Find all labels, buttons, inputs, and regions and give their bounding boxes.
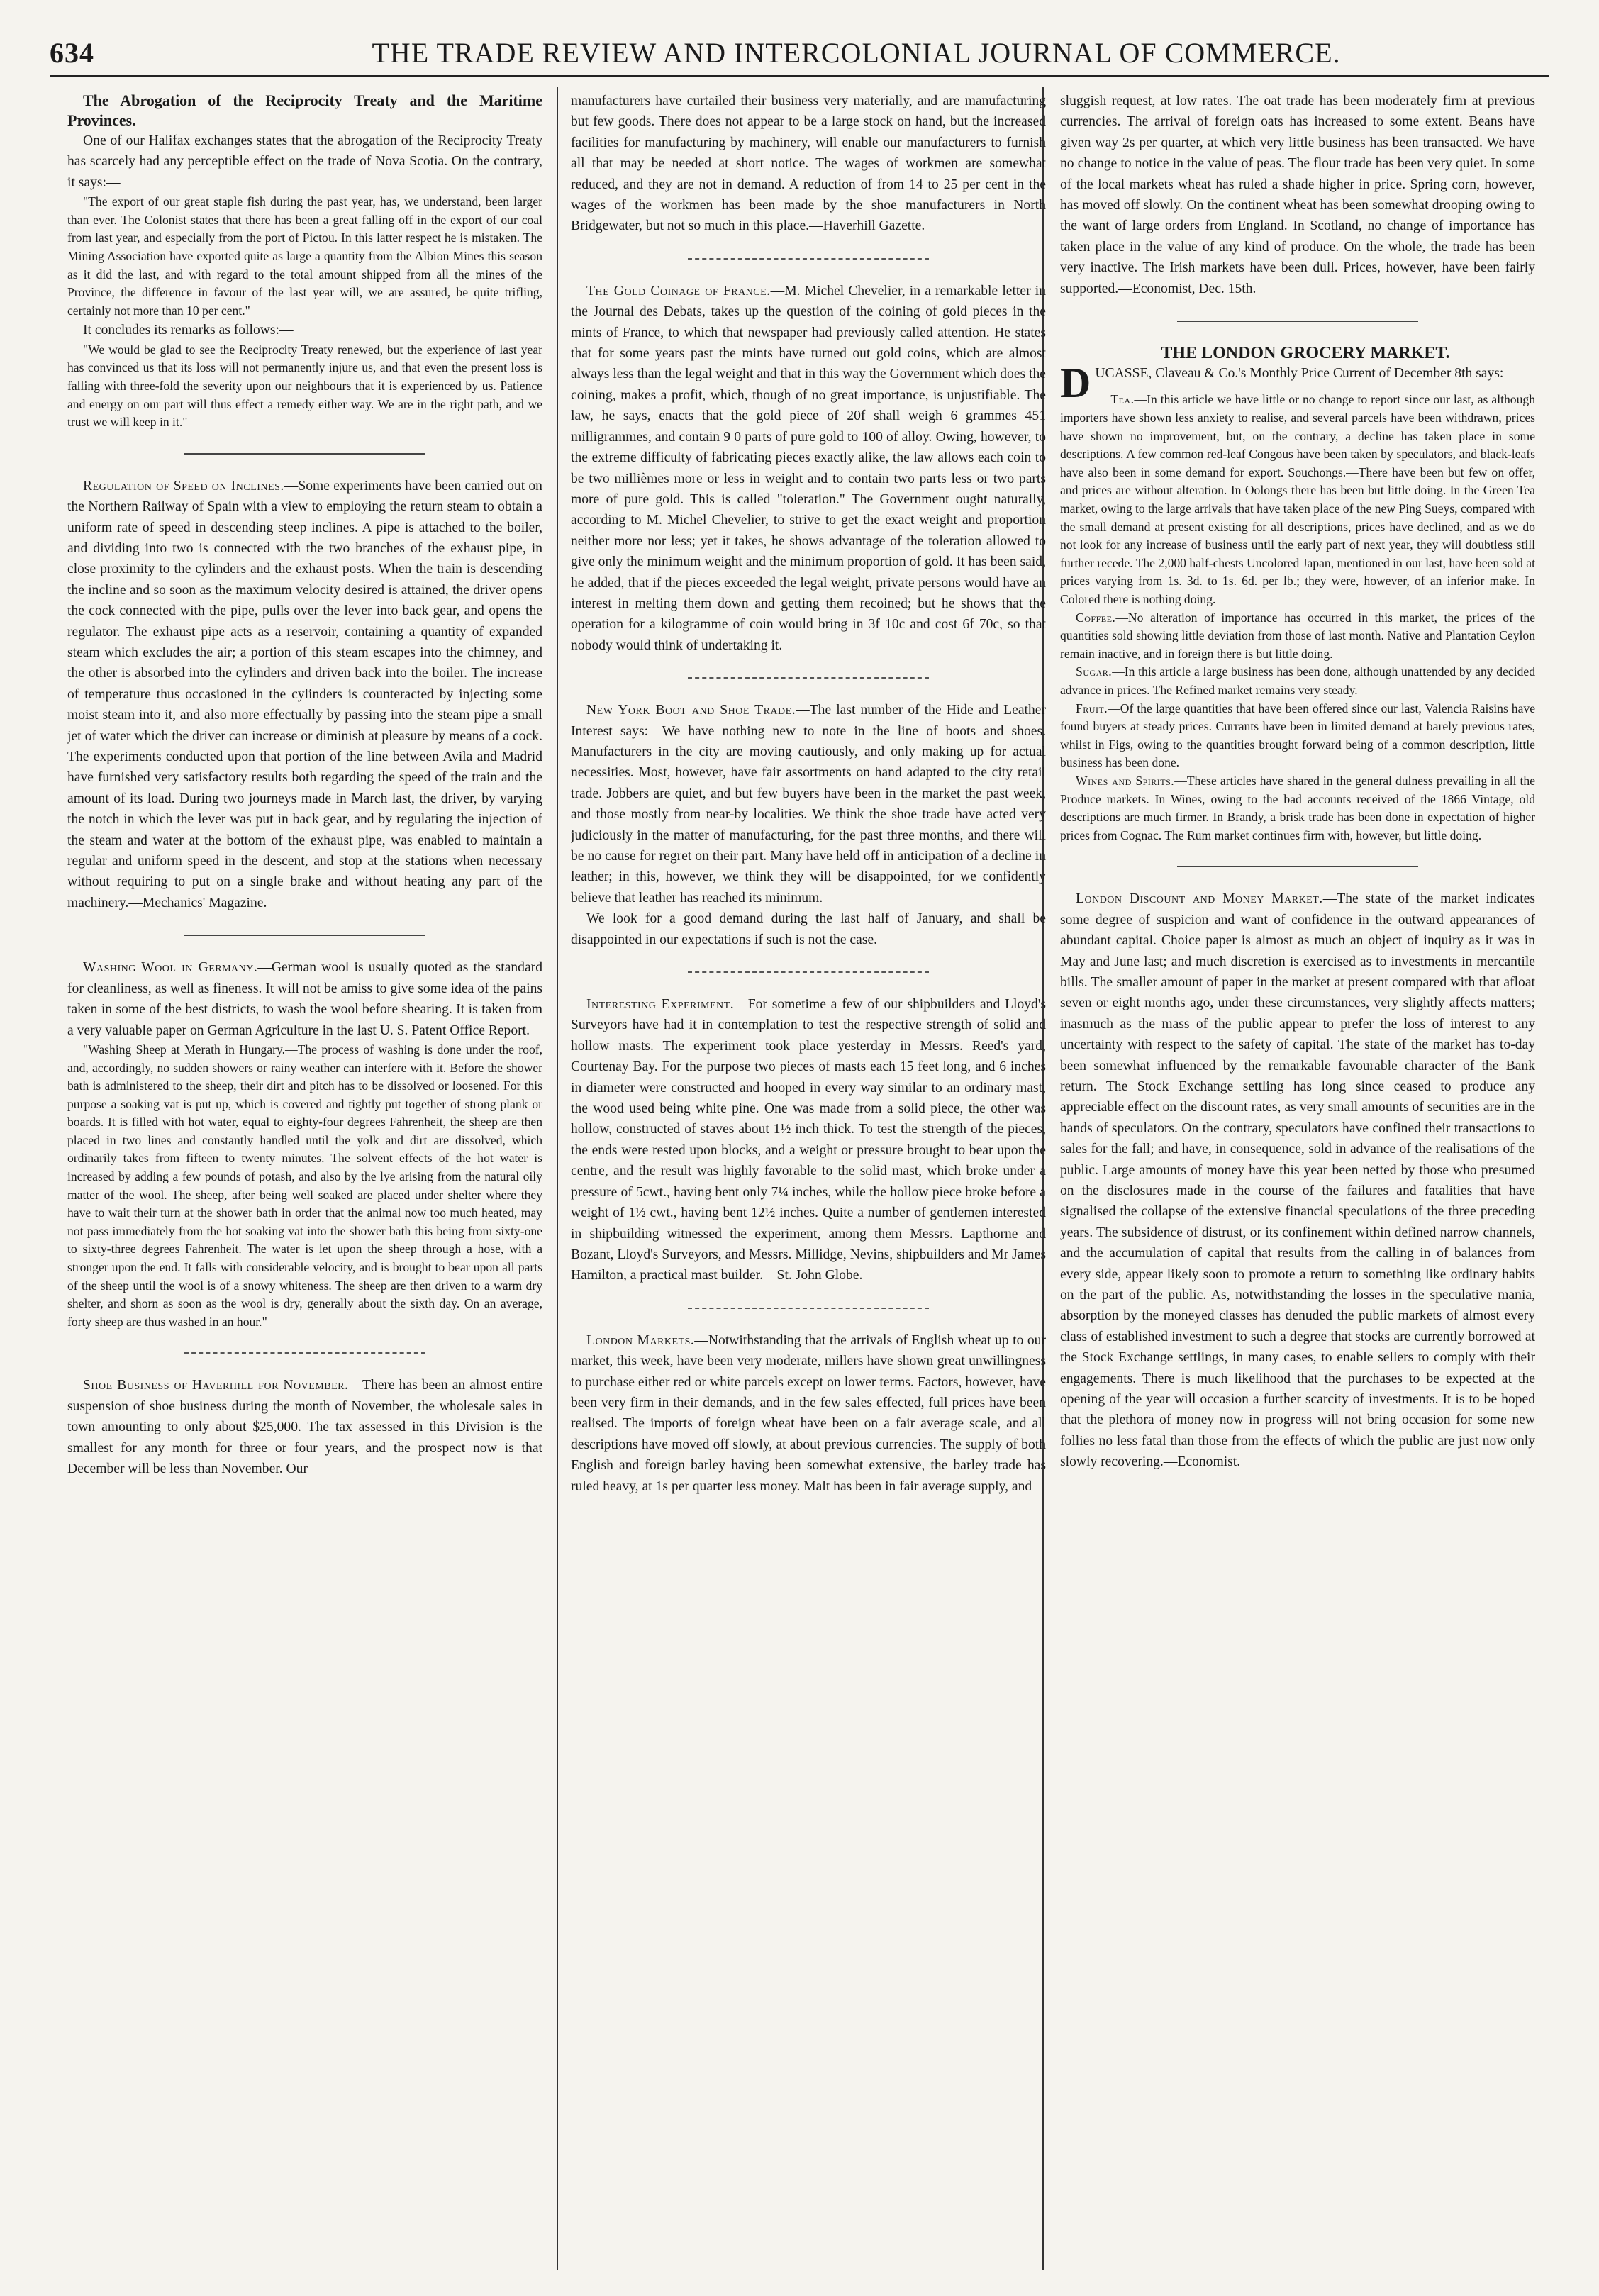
section-separator [1177,866,1418,867]
grocery-wines [1060,772,1535,845]
grocery-body-fruit: —Of the large quantities that have been offered since our last, Valencia Raisins have found buyers at steady prices. Currants have been in limited demand at barely previous rates, whilst in Figs, owing to the quantities brought forward being of a common description, little business has been done. [1060,701,1535,770]
header-rule [50,75,1549,77]
grocery-body-sugar: —In this article a large business has been done, although unattended by any decided advance in prices. The Refined market remains very steady. [1060,664,1535,697]
page-number: 634 [50,37,94,69]
grocery-sugar [1060,663,1535,699]
journal-title: THE TRADE REVIEW AND INTERCOLONIAL JOURNAL OF COMMERCE. [372,37,1341,69]
article-title-speed: Regulation of Speed on Inclines. [83,478,284,494]
section-separator [1177,321,1418,322]
grocery-label-wines: Wines and Spirits. [1076,773,1175,788]
grocery-body-wines: —These articles have shared in the general dulness prevailing in all the Produce markets. In Wines, owing to the bad accounts received of the 1866 Vintage, old descriptions are much firmer. In Brandy, a brisk trade has been done in expectation of higher prices from Cognac. The Rum market continues firm with, however, but little doing. [1060,773,1535,842]
column-3 [1060,91,1535,2275]
grocery-label-tea: Tea. [1110,392,1135,407]
section-separator [688,1308,929,1309]
page-header [50,37,1549,69]
column-divider-1 [557,87,558,2270]
article-body-boot: —The last number of the Hide and Leather Interest says:—We have nothing new to note in the line of boots and shoes. Manufacturers in the city are moving cautiously, and only making up for actual necessities. Most, however, have fair assortments on hand adapted to the city retail trade. Jobbers are quiet, and but few buyers have been in the market the past week, and those mostly from near-by localities. We think the shoe trade have acted very judiciously in the matter of manufacturing, for the past three months, and there will be no cause for regret on their part. Many have held off in anticipation of a decline in leather; in this, however, we think they will be disappointed, for we confidently believe that leather has reached its minimum. [571,703,1046,905]
section-separator [184,453,425,455]
article-experiment [571,994,1046,1286]
grocery-label-coffee: Coffee. [1076,610,1116,625]
section-separator [184,1352,425,1354]
article-paragraph: We look for a good demand during the last half of January, and shall be disappointed in our expectations if such is not the case. [571,911,1046,947]
article-body-money: —The state of the market indicates some degree of suspicion and want of confidence in the outward appearances of abundant capital. Choice paper is almost as much an object of inquiry as it was in May and June last; and much discretion is exercised as to investments in mercantile bills. The smaller amount of paper in the market at present compared with that afloat seven or eight months ago, under these circumstances, very slightly affects matters; inasmuch as the mass of the public appear to prefer the loss of interest to any uncertainty with respect to the safety of capital. The state of the market has to-day been somewhat influenced by the remarkable favourable character of the Bank return. The Stock Exchange settling has long since ceased to produce any appreciable effect on the discount rates, as very small amounts of securities are in the hands of speculators. On the contrary, speculators have confined their transactions to sales for the fall; and have, in consequence, sold in advance of the realisations of the public. Large amounts of money have this year been netted by those who presumed on the disclosures made in the course of the failures and fatalities that have signalised the collapse of the extensive financial speculations of the three preceding years. The subsidence of distrust, or its confinement within defined narrow channels, and the accumulation of capital that results from the calling in of balances from every side, appear likely soon to promote a return to something like ordinary habits on the part of the public. As, notwithstanding the losses in the speculative mania, absorption by the moneyed classes has denuded the public markets of almost every class of established investment to such a degree that stocks are currently borrowed at the Stock Exchange settlings, in many cases, to enable sellers to comply with their engagements. There is much likelihood that the purchases to be expected at the opening of the year will occasion a further scarcity of investments. It is to be hoped that the plethora of money now in progress will not bring occasion for some new follies no less fatal than those from the effects of which the public are just now only slowly recovering.—Economist. [1060,891,1535,1470]
article-body-shoe: —There has been an almost entire suspension of shoe business during the month of November, the wholesale sales in town amounting to only about $25,000. The tax assessed in this Division is the smallest for any month for three or four years, and the prospect now is that December will be less than November. Our [67,1378,542,1477]
article-body-gold: —M. Michel Chevelier, in a remarkable letter in the Journal des Debats, takes up the question of the coining of gold pieces in the mints of France, to which that newspaper had previously called attention. He states that for some years past the mints have turned out gold coins, which are almost always less than the legal weight and that in this way the Government which does the coining, makes a profit, which, though of no great importance, is unjustifiable. The law, he says, enacts that the gold piece of 20f shall weigh 6 grammes 451 milligrammes, and contain 9 0 parts of pure gold to 100 of alloy. Owing, however, to the extreme difficulty of fabricating pieces exactly alike, the law allows each coin to be two millièmes more or less in weight and to contain two parts less or two parts more of pure gold. This is called "toleration." The Government ought naturally, according to M. Michel Chevelier, to strive to get the exact weight and proportion neither more nor less; yet it takes, he shows advantage of the toleration allowed to give only the minimum weight and the minimum proportion of gold. It has been said, he added, that if the pieces exceeded the legal weight, private persons would have an interest in melting them down and getting them recoined; but he shows that the operation for a kilogramme of coin would bring in 3f 10c and cost 6f 70c, so that nobody would think of undertaking it. [571,283,1046,653]
article-title-boot: New York Boot and Shoe Trade. [586,703,796,718]
column-1 [67,91,542,2275]
article-shoe-haverhill [67,1375,542,1479]
spacer [1060,384,1535,391]
article-paragraph: It concludes its remarks as follows:— [83,323,294,338]
article-title-wool: Washing Wool in Germany. [83,960,258,976]
grocery-tea [1060,391,1535,608]
article-title-london-markets: London Markets. [586,1332,695,1348]
grocery-body-coffee: —No alteration of importance has occurred in this market, the prices of the quantities sold showing little deviation from those of last month. Native and Plantation Ceylon remain inactive, and in foreign there is but little doing. [1060,610,1535,661]
column-2 [571,91,1046,2275]
article-body-experiment: —For sometime a few of our shipbuilders and Lloyd's Surveyors have had it in contemplation to test the respective strength of solid and hollow masts. The experiment took place yesterday in Messrs. Reed's yard, Courtenay Bay. For the purpose two pieces of masts each 15 feet long, and 6 inches in diameter were constructed and hooped in every way similar to an ordinary mast, the wood used being white pine. One was made from a solid piece, the other was hollow, constructed of staves about 1½ inch thick. To test the strength of the pieces, the ends were rested upon blocks, and a weight or pressure brought to bear upon the centre, and the result was highly favorable to the solid mast, which broke under a pressure of 5cwt., having bent only 7¼ inches, while the hollow piece broke before a weight of 1½ cwt., having bent 12½ inches. Quite a number of gentlemen interested in shipbuilding witnessed the experiment, among them Messrs. Lapthorne and Bozant, Lloyd's Surveyors, and Messrs. Millidge, Nevins, shipbuilders and Mr James Hamilton, a practical mast builder.—St. John Globe. [571,997,1046,1283]
article-title-shoe: Shoe Business of Haverhill for November. [83,1378,349,1393]
article-title-money: London Discount and Money Market. [1076,891,1323,907]
article-boot-shoe-trade [571,700,1046,908]
article-body-wool: —German wool is usually quoted as the standard for cleanliness, as well as fineness. It will not be amiss to give some idea of the pains taken in some of the best districts, to wash the wool before shearing. It is taken from a very valuable paper on German Agriculture in the last U. S. Patent Office Report. [67,960,542,1038]
article-title-grocery: THE LONDON GROCERY MARKET. [1161,344,1450,363]
article-continuation: sluggish request, at low rates. The oat trade has been moderately firm at previous currencies. The arrival of foreign oats has increased to some extent. Beans have given way 2s per quarter, at which very little business has been transacted. We have no change to notice in the value of peas. The flour trade has been very quiet. In some of the local markets wheat has ruled a shade higher in price. Spring corn, however, has moved off slowly. On the continent wheat has been somewhat drooping owing to the want of large orders from England. In Scotland, no change of importance has taken place in the value of any kind of produce. On the whole, the trade has been very inactive. The Irish markets have been dull. Prices, however, have been fairly supported.—Economist, Dec. 15th. [1060,94,1535,296]
article-title-reciprocity: The Abrogation of the Reciprocity Treaty and the Maritime Provinces. [67,91,542,129]
article-paragraph: One of our Halifax exchanges states that the abrogation of the Reciprocity Treaty has scarcely had any perceptible effect on the trade of Nova Scotia. On the contrary, it says:— [67,133,542,190]
article-body-london-markets: —Notwithstanding that the arrivals of English wheat up to our market, this week, have been very moderate, millers have shown great unwillingness to purchase either red or white parcels except on lower terms. Factors, however, have been very firm in their demands, and in the few sales effected, full prices have been realised. The imports of foreign wheat have been on a fair average scale, and all descriptions have moved off slowly, at about previous currencies. The supply of both English and foreign barley having been somewhat extensive, the barley trade has ruled heavy, at 1s per quarter less money. Malt has been in fair average supply, and [571,1332,1046,1494]
article-title-experiment: Interesting Experiment. [586,997,735,1013]
article-quote: "Washing Sheep at Merath in Hungary.—The process of washing is done under the roof, and, accordingly, no sudden showers or rainy weather can interfere with it. Before the shower bath is administered to the sheep, their dirt and pitch has to be dissolved or loosened. For this purpose a soaking vat is put up, which is covered and tightly put together of strong plank or boards. It is filled with hot water, equal to eighty-four degrees Fahrenheit, the sheep are then placed in two lines and constantly handled until the yolk and dirt are dissolved, which ordinarily takes from fifteen to twenty minutes. The solvent effects of the hot water is increased by adding a few pounds of potash, and also by the lye arising from the natural oily matter of the wool. The sheep, after being well soaked are placed under shelter where they have to wait their turn at the shower bath in order that the animal now too much heated, may not pass immediately from the hot soaking vat into the shower bath this being from sixty-one to sixty-three degrees Fahrenheit. The water is let upon the sheep through a hose, with a stronger upon the end. It falls with considerable velocity, and is brought to bear upon all parts of the sheep until the wool is of a snowy whiteness. The sheep are then driven to a warm dry shelter, and shorn as soon as the wool is dry, generally about the sixth day. On an average, forty sheep are thus washed in an hour." [67,1042,542,1329]
article-gold-coinage [571,281,1046,656]
article-quote: "The export of our great staple fish during the past year, has, we understand, been larger than ever. The Colonist states that there has been a great falling off in the export of our coal from last year, and especially from the port of Pictou. In this latter respect he is mistaken. The Mining Association have exported quite as large a quantity from the Albion Mines this season as it did the last, and with regard to the total amount shipped from all the mines of the Province, the difference in favour of the last year will, we are assured, be quite trifling, certainly not more than 10 per cent." [67,194,542,318]
article-speed-inclines [67,476,542,914]
section-separator [688,971,929,973]
grocery-label-fruit: Fruit. [1076,701,1108,715]
grocery-coffee [1060,609,1535,664]
article-money-market [1060,888,1535,1472]
grocery-body-tea: —In this article we have little or no change to report since our last, as although importers have shown less anxiety to realise, and several parcels have been withdrawn, prices have shown no improvement, but, on the contrary, a decline has taken place in some descriptions. A few common red-leaf Congous have been taken by speculators, and black-leafs have also been in some demand for export. Souchongs.—There have been but few on offer, and prices are without alteration. In Oolongs there has been but little doing. In the Green Tea market, owing to the large arrivals that have taken place of the new Ping Sueys, compared with the small demand at present existing for all descriptions, prices have declined, and as we do not look for any increase of business until the early part of next year, they will doubtless still further recede. The 2,000 half-chests Uncolored Japan, mentioned in our last, have been sold at prices varying from 1s. 3d. to 1s. 6d. per lb.; they were, however, of an inferior make. In Colored there is nothing doing. [1060,392,1535,606]
drop-cap: D [1060,360,1091,407]
grocery-intro-text: UCASSE, Claveau & Co.'s Monthly Price Current of December 8th says:— [1095,366,1517,381]
grocery-label-sugar: Sugar. [1076,664,1113,679]
article-london-markets [571,1330,1046,1497]
article-continuation: manufacturers have curtailed their business very materially, and are manufacturing but few goods. There does not appear to be a large stock on hand, but the increased facilities for manufacturing by machinery, will enable our manufacturers to furnish all that may be needed at short notice. The wages of workmen are somewhat reduced, and they are not in demand. A reduction of from 14 to 25 per cent in the wages of the workmen has been made by the shoe manufacturers in North Bridgewater, but not so much in this place.—Haverhill Gazette. [571,94,1046,234]
section-separator [688,258,929,260]
grocery-fruit [1060,700,1535,772]
section-separator [688,677,929,679]
article-washing-wool [67,957,542,1041]
article-title-gold: The Gold Coinage of France. [586,283,771,299]
section-separator [184,935,425,936]
article-body-speed: —Some experiments have been carried out on the Northern Railway of Spain with a view to employing the return steam to obtain a uniform rate of speed in descending steep inclines. A pipe is attached to the boiler, and dividing into two is connected with the two branches of the exhaust pipe, in close proximity to the cylinders and the exhaust posts. When the train is descending the incline and so soon as the maximum velocity desired is attained, the driver opens the cock connected with the pipe, pulls over the lever into back gear, and opens the regulator. The exhaust pipe acts as a reservoir, containing a quantity of expanded steam which excludes the air; a portion of this steam escapes into the chimney, and the other is absorbed into the cylinders and driven back into the boiler. The increase of temperature thus occasioned in the cylinders is counteracted by injecting some moist steam into it, and also more effectually by passing into the steam pipe a small jet of water which the driver can increase or diminish at pleasure by means of a cock. The experiments conducted upon that portion of the line between Avila and Madrid have furnished very satisfactory results both regarding the speed of the train and the amount of its load. During two journeys made in March last, the driver, by varying the notch in which the lever was put in back gear, and by regulating the injection of the steam and water at the bottom of the exhaust pipe, was enabled to maintain a regular and uniform speed in the descent, and stop at the stations when necessary without requiring to put on a single brake and without heating any part of the machinery.—Mechanics' Magazine. [67,478,542,910]
article-quote: "We would be glad to see the Reciprocity Treaty renewed, but the experience of last year has convinced us that its loss will not permanently injure us, and that even the present loss is falling with three-fold the severity upon our neighbours that it is experienced by us. Patience and energy on our part will thus effect a remedy either way. We are in the right path, and we trust we will keep in it." [67,342,542,430]
